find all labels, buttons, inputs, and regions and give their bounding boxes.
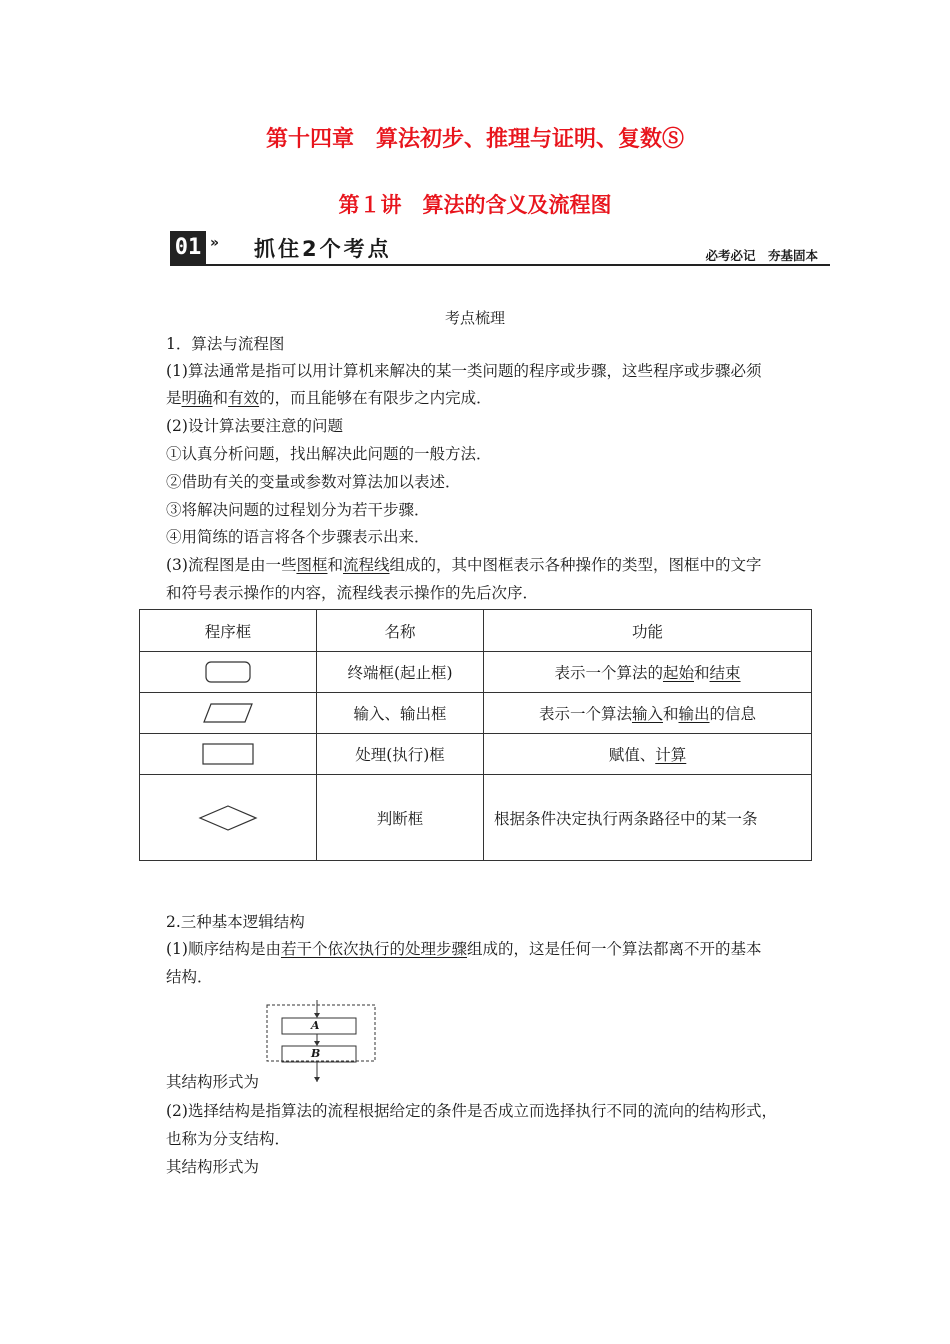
table-row	[140, 652, 812, 693]
text: 和	[327, 556, 343, 574]
process-shape	[140, 734, 317, 775]
table-row	[140, 734, 812, 775]
text: (3)流程图是由一些	[166, 556, 297, 574]
section-banner	[170, 231, 830, 267]
part1-item1: ①认真分析问题，找出解决此问题的一般方法．	[166, 445, 492, 463]
flowchart-symbols-table	[139, 609, 812, 861]
part1-heading: 1．算法与流程图	[166, 335, 285, 353]
double-chevron-icon: »	[210, 235, 220, 251]
text: 和	[694, 664, 710, 682]
underlined-term: 输入	[631, 705, 663, 723]
text: 的，而且能够在有限步之内完成．	[259, 389, 492, 407]
part2-p2-line2: 也称为分支结构．	[166, 1130, 291, 1148]
part1-p2: (2)设计算法要注意的问题	[166, 417, 343, 435]
table-cell-function	[484, 652, 812, 693]
part1-item3: ③将解决问题的过程划分为若干步骤．	[166, 501, 430, 519]
part2-p2-line1: (2)选择结构是指算法的流程根据给定的条件是否成立而选择执行不同的流向的结构形式，	[166, 1102, 777, 1120]
text: 赋值、	[608, 746, 656, 764]
box-a-label: A	[311, 1019, 320, 1032]
table-cell-name: 终端框(起止框)	[317, 652, 484, 693]
banner-badge: 01	[170, 231, 206, 264]
section-title: 考点梳理	[444, 309, 505, 327]
text: 组成的，这是任何一个算法都离不开的基本	[466, 940, 762, 958]
text: 表示一个算法的	[554, 664, 663, 682]
banner-title: 抓住2个考点	[254, 237, 392, 261]
table-header: 功能	[484, 610, 812, 652]
io-shape	[140, 693, 317, 734]
table-cell-name: 输入、输出框	[317, 693, 484, 734]
text: 的信息	[709, 705, 757, 723]
part1-p1-line1: (1)算法通常是指可以用计算机来解决的某一类问题的程序或步骤，这些程序或步骤必须	[166, 362, 762, 380]
part2-p1-line1	[166, 937, 762, 959]
table-header-row	[140, 610, 812, 652]
part2-p1-line2: 结构．	[166, 968, 213, 986]
text: 和	[212, 389, 229, 407]
terminal-shape	[140, 652, 317, 693]
part2-heading: 2.三种基本逻辑结构	[166, 913, 305, 931]
text: 组成的，其中图框表示各种操作的类型，图框中的文字	[389, 556, 762, 574]
underlined-term: 流程线	[343, 556, 390, 574]
table-cell-name: 判断框	[317, 775, 484, 861]
part1-p3-line2: 和符号表示操作的内容，流程线表示操作的先后次序．	[166, 584, 539, 602]
underlined-term: 结束	[709, 664, 741, 682]
table-cell-function: 根据条件决定执行两条路径中的某一条	[484, 775, 812, 861]
part1-item4: ④用简练的语言将各个步骤表示出来．	[166, 528, 430, 546]
text: 表示一个算法	[538, 705, 632, 723]
table-row	[140, 693, 812, 734]
banner-subtitle: 必考必记 夯基固本	[705, 248, 818, 263]
underlined-term: 图框	[296, 556, 328, 574]
table-cell-function	[484, 734, 812, 775]
box-b-label: B	[311, 1047, 321, 1060]
text: 和	[662, 705, 679, 723]
underlined-term: 有效	[228, 389, 260, 407]
underlined-term: 计算	[655, 746, 687, 764]
underlined-term: 输出	[678, 705, 710, 723]
table-cell-function	[484, 693, 812, 734]
table-header: 名称	[317, 610, 484, 652]
lecture-title: 第１讲 算法的含义及流程图	[338, 193, 612, 217]
underlined-term: 明确	[181, 389, 213, 407]
table-cell-name: 处理(执行)框	[317, 734, 484, 775]
banner-rule	[170, 264, 830, 266]
sequence-structure-diagram	[266, 1000, 376, 1084]
chapter-title: 第十四章 算法初步、推理与证明、复数Ⓢ	[265, 127, 684, 152]
part1-p1-line2	[166, 386, 492, 408]
part1-p3-line1	[166, 553, 762, 575]
table-row	[140, 775, 812, 861]
underlined-term: 起始	[662, 664, 694, 682]
form-label-2: 其结构形式为	[166, 1158, 260, 1176]
part1-item2: ②借助有关的变量或参数对算法加以表述．	[166, 473, 461, 491]
text: (1)顺序结构是由	[166, 940, 281, 958]
decision-shape	[140, 775, 317, 861]
form-label-1: 其结构形式为	[166, 1073, 260, 1091]
underlined-term: 若干个依次执行的处理步骤	[280, 940, 467, 958]
table-header: 程序框	[140, 610, 317, 652]
text: 是	[166, 389, 182, 407]
